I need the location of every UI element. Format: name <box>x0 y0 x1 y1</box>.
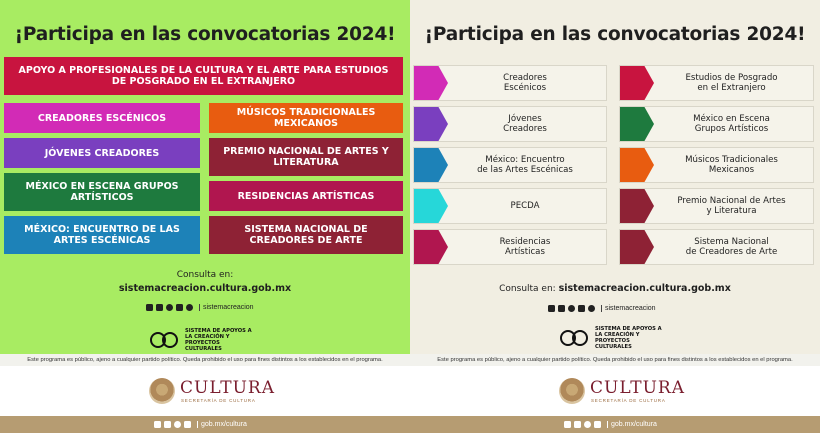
twitter-icon[interactable] <box>156 304 163 311</box>
facebook-icon[interactable] <box>548 305 555 312</box>
url-text[interactable]: sistemacreacion.cultura.gob.mx <box>118 283 292 294</box>
card-estudios-posgrado <box>619 65 814 101</box>
facebook-icon[interactable] <box>146 304 153 311</box>
twitter-icon[interactable] <box>574 421 581 428</box>
card-label: Residencias Artísticas <box>499 236 551 257</box>
tiktok-icon[interactable] <box>588 305 595 312</box>
disclaimer: Este programa es público, ajeno a cualquier partido político. Queda prohibido el uso para fines distintos a los establecidos en el programa. <box>410 354 820 366</box>
arrow-icon <box>620 66 654 100</box>
arrow-icon <box>414 66 448 100</box>
card-pecda <box>413 188 607 224</box>
youtube-icon[interactable] <box>184 421 191 428</box>
box-sistema-nacional <box>209 216 403 254</box>
consulta-label: Consulta en: <box>176 270 234 280</box>
left-poster <box>0 0 410 354</box>
card-label: México en Escena Grupos Artísticos <box>693 113 770 134</box>
footer-bar <box>0 416 410 433</box>
box-label: RESIDENCIAS ARTÍSTICAS <box>237 190 375 202</box>
card-label: Premio Nacional de Artes y Literatura <box>677 195 786 216</box>
box-label: SISTEMA NACIONAL DE CREADORES DE ARTE <box>244 224 368 246</box>
facebook-icon[interactable] <box>564 421 571 428</box>
arrow-icon <box>620 230 654 264</box>
instagram-icon[interactable] <box>166 304 173 311</box>
sistema-text: SISTEMA DE APOYOS A LA CREACIÓN Y PROYECTOS CULTURALES <box>185 328 252 352</box>
card-label: Jóvenes Creadores <box>503 113 547 134</box>
footer-handle[interactable]: gob.mx/cultura <box>197 421 247 428</box>
youtube-icon[interactable] <box>578 305 585 312</box>
tiktok-icon[interactable] <box>186 304 193 311</box>
footer-social-row <box>154 421 247 428</box>
box-label: MÉXICO: ENCUENTRO DE LAS ARTES ESCÉNICAS <box>24 224 180 246</box>
box-label: MÉXICO EN ESCENA GRUPOS ARTÍSTICOS <box>25 181 179 203</box>
box-mexico-encuentro <box>4 216 200 254</box>
box-label: JÓVENES CREADORES <box>44 147 160 159</box>
card-label: Creadores Escénicos <box>503 72 547 93</box>
card-label: Sistema Nacional de Creadores de Arte <box>685 236 778 257</box>
box-posgrado <box>4 57 403 95</box>
box-label: MÚSICOS TRADICIONALES MEXICANOS <box>236 107 376 129</box>
arrow-icon <box>414 148 448 182</box>
box-premio-nacional <box>209 138 403 176</box>
twitter-icon[interactable] <box>558 305 565 312</box>
consulta-line <box>410 283 820 294</box>
cultura-brand: CULTURA <box>180 378 275 398</box>
infinity-icon <box>150 332 180 348</box>
arrow-icon <box>414 189 448 223</box>
youtube-icon[interactable] <box>594 421 601 428</box>
card-label: Estudios de Posgrado en el Extranjero <box>685 72 778 93</box>
card-premio-nacional <box>619 188 814 224</box>
social-handle: sistemacreacion <box>601 305 656 312</box>
arrow-icon <box>620 107 654 141</box>
card-musicos-tradicionales <box>619 147 814 183</box>
social-row <box>548 305 656 312</box>
arrow-icon <box>620 148 654 182</box>
poster-title: ¡Participa en las convocatorias 2024! <box>424 24 806 45</box>
card-label: PECDA <box>510 200 540 211</box>
arrow-icon <box>620 189 654 223</box>
card-jovenes-creadores <box>413 106 607 142</box>
footer-handle[interactable]: gob.mx/cultura <box>607 421 657 428</box>
box-label: PREMIO NACIONAL DE ARTES Y LITERATURA <box>223 146 389 168</box>
card-mexico-en-escena <box>619 106 814 142</box>
sistema-text: SISTEMA DE APOYOS A LA CREACIÓN Y PROYECTOS CULTURALES <box>595 326 662 350</box>
poster-title: ¡Participa en las convocatorias 2024! <box>14 24 396 45</box>
disclaimer: Este programa es público, ajeno a cualquier partido político. Queda prohibido el uso para fines distintos a los establecidos en el programa. <box>0 354 410 366</box>
box-jovenes-creadores <box>4 138 200 168</box>
consulta-url[interactable]: sistemacreacion.cultura.gob.mx <box>558 283 731 294</box>
card-label: Músicos Tradicionales Mexicanos <box>685 154 778 175</box>
facebook-icon[interactable] <box>154 421 161 428</box>
right-poster <box>410 0 820 354</box>
sistema-logo <box>150 328 257 352</box>
arrow-icon <box>414 107 448 141</box>
consulta-url[interactable] <box>0 283 410 294</box>
consulta-label: Consulta en: <box>499 284 556 294</box>
box-mexico-en-escena <box>4 173 200 211</box>
box-label: APOYO A PROFESIONALES DE LA CULTURA Y EL ARTE PARA ESTUDIOS DE POSGRADO EN EL EXTRANJERO <box>18 65 389 87</box>
infinity-icon <box>560 330 590 346</box>
instagram-icon[interactable] <box>174 421 181 428</box>
secretaria-text: SECRETARÍA DE CULTURA <box>181 398 256 403</box>
card-creadores-escenicos <box>413 65 607 101</box>
card-mexico-encuentro <box>413 147 607 183</box>
twitter-icon[interactable] <box>164 421 171 428</box>
cultura-brand: CULTURA <box>590 378 685 398</box>
cultura-footer <box>0 366 410 433</box>
instagram-icon[interactable] <box>568 305 575 312</box>
social-handle: sistemacreacion <box>199 304 254 311</box>
arrow-icon <box>414 230 448 264</box>
mexico-crest-icon <box>559 378 585 404</box>
youtube-icon[interactable] <box>176 304 183 311</box>
box-label: CREADORES ESCÉNICOS <box>37 112 167 124</box>
footer-bar <box>410 416 820 433</box>
box-residencias <box>209 181 403 211</box>
footer-social-row <box>564 421 657 428</box>
box-creadores-escenicos <box>4 103 200 133</box>
social-row <box>146 304 254 311</box>
cultura-footer <box>410 366 820 433</box>
card-sistema-nacional <box>619 229 814 265</box>
mexico-crest-icon <box>149 378 175 404</box>
instagram-icon[interactable] <box>584 421 591 428</box>
secretaria-text: SECRETARÍA DE CULTURA <box>591 398 666 403</box>
card-label: México: Encuentro de las Artes Escénicas <box>477 154 573 175</box>
card-residencias <box>413 229 607 265</box>
box-musicos-tradicionales <box>209 103 403 133</box>
sistema-logo <box>560 326 667 350</box>
